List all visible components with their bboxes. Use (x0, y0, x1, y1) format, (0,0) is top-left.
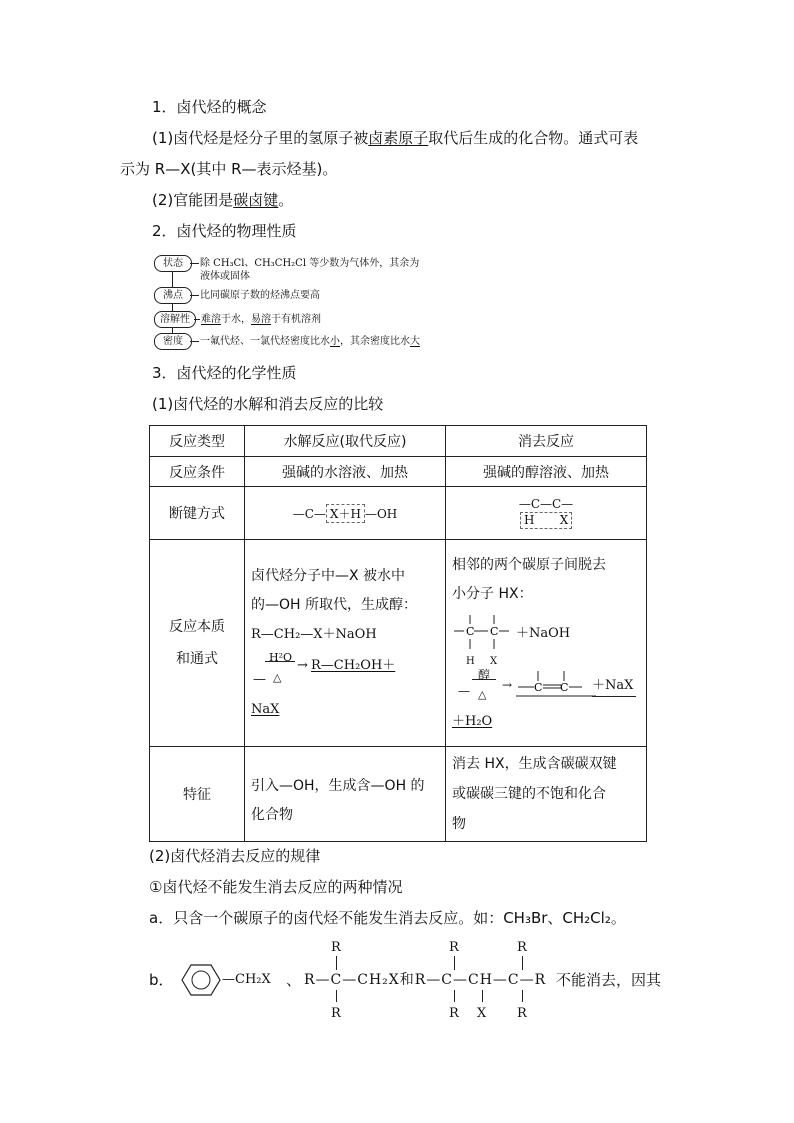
bond-break-hydrolysis: —C— X＋H —OH (245, 487, 446, 540)
comparison-table (149, 425, 647, 842)
table-row (150, 540, 647, 747)
key-term-carbon-halogen-bond: 碳卤键 (233, 191, 279, 209)
pill-state: 状态 (154, 255, 192, 272)
paragraph-5: ①卤代烃不能发生消去反应的两种情况 (149, 878, 403, 896)
row-label: 反应本质 和通式 (150, 540, 245, 747)
table-row (150, 457, 647, 487)
row-label: 反应条件 (150, 457, 245, 487)
density-text: 一氟代烃、一氯代烃密度比水小，其余密度比水大 (200, 336, 420, 347)
paragraph-1-line-2: 示为 R—X(其中 R—表示烃基)。 (120, 160, 338, 178)
header-cell: 水解反应(取代反应) (245, 426, 446, 457)
branched-halide-formulas: R—C—CH₂X和R—C—CH—C—R (304, 972, 547, 988)
benzyl-halide-formula: —CH₂X (222, 972, 271, 987)
table-row (150, 487, 647, 540)
section-title-2: 2．卤代烃的物理性质 (152, 222, 297, 240)
hydrolysis-mechanism-cell: 卤代烃分子中—X 被水中 的—OH 所取代，生成醇： R—CH₂—X＋NaOH — H²O △ → R—CH₂OH＋ NaX (245, 540, 446, 747)
row-label: 断键方式 (150, 487, 245, 540)
document-page: 1．卤代烃的概念 (1)卤代烃是烃分子里的氢原子被卤素原子取代后生成的化合物。通式可表 示为 R—X(其中 R—表示烃基)。 (2)官能团是碳卤键。 2．卤代烃的物理性质 状态 除 CH₃Cl、CH₃CH₂Cl 等少数为气体外，其余为 液体或固体 沸点 比同碳原子数的烃沸点要高 溶解性 难溶于水，易溶于有机溶剂 密度 一氟代烃、一氯代烃密度比水小，其余密度比水大 3．卤代烃的化学性质 (1)卤代烃的水解和消去反应的比较 反应类型 水解反应(取代反应) 消去反应 反应条件 强碱的水溶液、加热 强碱的醇溶液、加热 断键方式 —C— X＋H —OH —C—C— H X 反应本质 和通式 卤代烃分子中—X 被水中 的—OH 所取代，生成醇： R—CH₂—X＋NaOH — H²O △ → R—CH₂OH＋ NaX 相邻的两个碳原子间脱去 小分子 HX： C C H X ＋NaOH — 醇 △ → C C ＋NaX ＋H₂O 特征 引入—OH，生成含—OH 的 化合物 消去 HX，生成含碳碳双键 或碳碳三键的不饱和化合 物 (2)卤代烃消去反应的规律 ①卤代烃不能发生消去反应的两种情况 a．只含一个碳原子的卤代烃不能发生消去反应。如：CH₃Br、CH₂Cl₂。 b． —CH₂X 、 R—C—CH₂X和R—C—CH—C—R R R R R X R R 不能消去，因其 (120, 98, 662, 1021)
svg-text:C: C (466, 624, 475, 638)
alkene-product-structure (516, 667, 596, 701)
state-text-1: 除 CH₃Cl、CH₃CH₂Cl 等少数为气体外，其余为 (200, 258, 420, 269)
section-title-1: 1．卤代烃的概念 (152, 98, 267, 116)
table-cell: 强碱的醇溶液、加热 (446, 457, 647, 487)
paragraph-6: a．只含一个碳原子的卤代烃不能发生消去反应。如：CH₃Br、CH₂Cl₂。 (149, 909, 626, 927)
bond-break-elimination: —C—C— H X (446, 487, 647, 540)
svg-text:C: C (560, 680, 569, 694)
boiling-point-text: 比同碳原子数的烃沸点要高 (200, 290, 320, 301)
table-cell: 引入—OH，生成含—OH 的 化合物 (245, 747, 446, 842)
svg-text:C: C (534, 680, 543, 694)
separator: 、 (286, 971, 302, 989)
table-cell: 强碱的水溶液、加热 (245, 457, 446, 487)
key-term-halogen-atom: 卤素原子 (368, 129, 429, 147)
header-cell: 反应类型 (150, 426, 245, 457)
table-row (150, 747, 647, 842)
elimination-mechanism-cell: 相邻的两个碳原子间脱去 小分子 HX： C C H X ＋NaOH — 醇 △ → C C ＋NaX ＋H₂O (446, 540, 647, 747)
item-b-prefix: b． (149, 971, 174, 989)
pill-boiling-point: 沸点 (154, 287, 192, 304)
paragraph-2: (2)官能团是碳卤键。 (152, 191, 294, 209)
row-label: 特征 (150, 747, 245, 842)
pill-solubility: 溶解性 (154, 311, 196, 328)
table-row (150, 426, 647, 457)
table-cell: 消去 HX，生成含碳碳双键 或碳碳三键的不饱和化合 物 (446, 747, 647, 842)
item-b-tail: 不能消去，因其 (556, 971, 662, 989)
paragraph-4: (2)卤代烃消去反应的规律 (149, 847, 321, 865)
section-title-3: 3．卤代烃的化学性质 (152, 364, 297, 382)
paragraph-3: (1)卤代烃的水解和消去反应的比较 (152, 395, 384, 413)
svg-text:C: C (490, 624, 499, 638)
header-cell: 消去反应 (446, 426, 647, 457)
state-text-2: 液体或固体 (200, 271, 250, 282)
paragraph-1-line-1: (1)卤代烃是烃分子里的氢原子被卤素原子取代后生成的化合物。通式可表 (152, 129, 639, 147)
pill-density: 密度 (154, 333, 192, 350)
solubility-text: 难溶于水，易溶于有机溶剂 (201, 314, 321, 325)
